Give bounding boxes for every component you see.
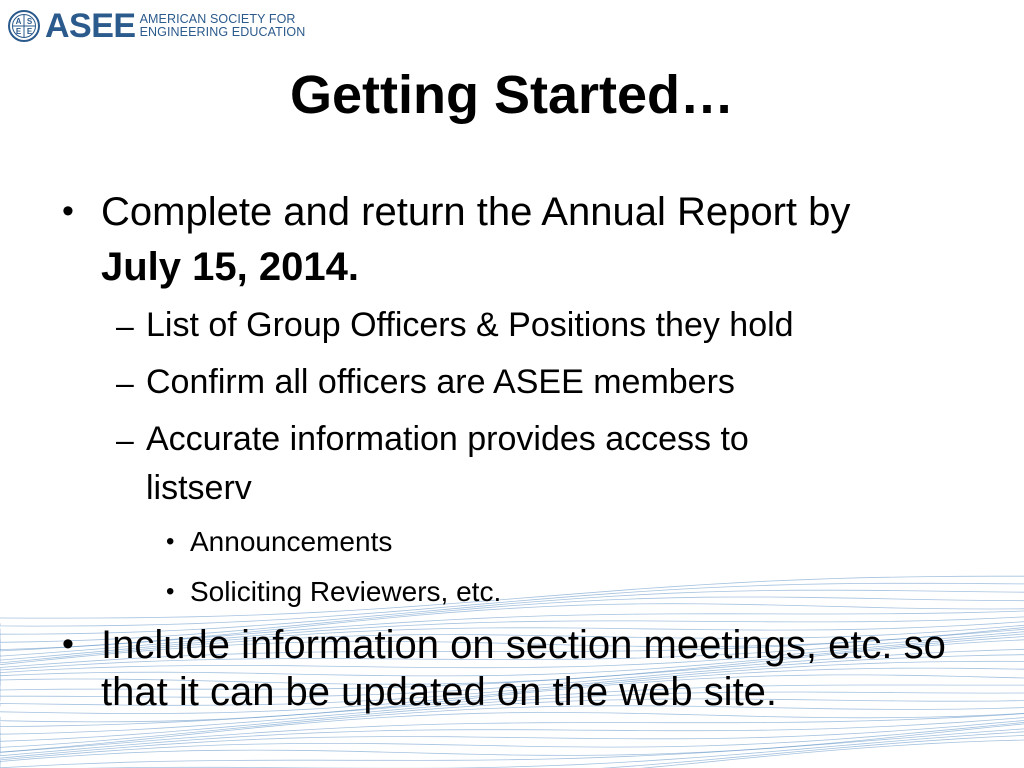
logo-abbreviation: ASEE [45, 7, 136, 45]
sub-item-members: Confirm all officers are ASEE members [146, 363, 735, 401]
seal-letter: S [26, 17, 33, 26]
sub-sub-item-announcements: Announcements [190, 526, 393, 557]
bullet-2-text-cont: that it can be updated on the web site. [101, 670, 778, 714]
sub-item-accurate-info: Accurate information provides access to [146, 420, 749, 458]
dash-marker: – [116, 365, 134, 401]
logo-org-line-2: ENGINEERING EDUCATION [139, 25, 306, 39]
seal-letter: A [15, 17, 22, 26]
sub-sub-item-reviewers: Soliciting Reviewers, etc. [190, 576, 502, 607]
bullet-2-text: Include information on section meetings, etc. so [101, 623, 946, 667]
bullet-dot: • [166, 528, 175, 555]
bullet-dot: • [62, 192, 74, 230]
logo-org-line-1: AMERICAN SOCIETY FOR [139, 12, 296, 26]
bullet-1-deadline [101, 245, 359, 290]
sub-item-officers: List of Group Officers & Positions they hold [146, 306, 794, 344]
seal-letter: E [15, 27, 22, 36]
bullet-1-text: Complete and return the Annual Report by [101, 190, 851, 234]
dash-marker: – [116, 308, 134, 344]
bullet-dot: • [166, 578, 175, 605]
slide-title: Getting Started… [289, 65, 735, 125]
bullet-dot: • [62, 625, 74, 663]
dash-marker: – [116, 422, 134, 458]
sub-item-accurate-info-cont: listserv [146, 469, 252, 507]
deadline-date: July 15, 2014. [101, 245, 359, 289]
seal-letter: E [26, 27, 33, 36]
